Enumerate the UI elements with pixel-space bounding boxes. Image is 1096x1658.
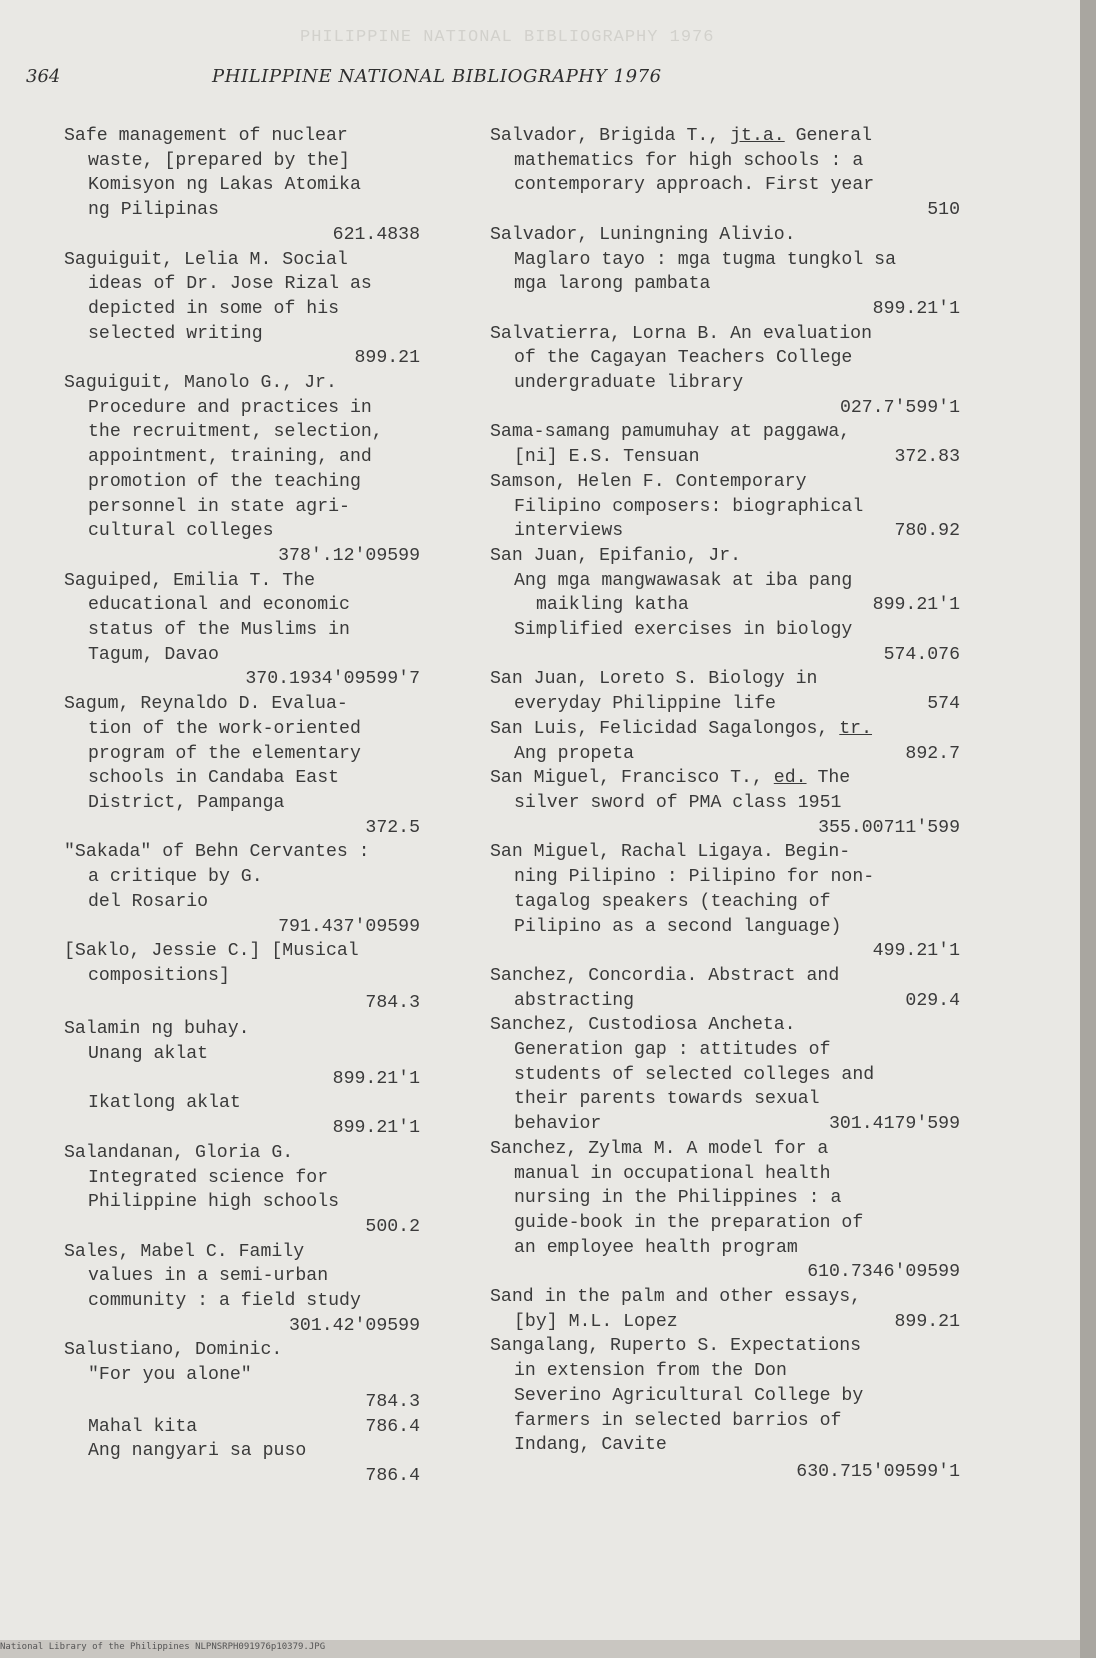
call-number: 372.83 <box>894 447 960 468</box>
entry-line: Sama-samang pamumuhay at paggawa, <box>490 422 851 443</box>
call-number: 899.21 <box>354 348 420 369</box>
entry-line: promotion of the teaching <box>88 471 361 492</box>
entry-line: "Sakada" of Behn Cervantes : <box>64 842 370 863</box>
entry <box>64 1017 420 1141</box>
call-number: 892.7 <box>905 743 960 764</box>
entry-line: ideas of Dr. Jose Rizal as <box>88 274 372 295</box>
scan-footer: National Library of the Philippines NLPNSRPH091976p10379.JPG <box>0 1642 326 1652</box>
entry <box>64 371 420 569</box>
entry-line: "For you alone" <box>88 1365 252 1386</box>
entry-line: Salustiano, Dominic. <box>64 1340 283 1361</box>
entry <box>490 322 960 421</box>
entry-line <box>64 1415 420 1440</box>
title-text: interviews <box>514 521 624 542</box>
entry-line: values in a semi-urban <box>88 1266 329 1287</box>
entry-line: San Miguel, Rachal Ligaya. Begin- <box>490 842 851 863</box>
call-number: 621.4838 <box>332 224 420 245</box>
title-text: everyday Philippine life <box>514 694 776 715</box>
entry-line: Sand in the palm and other essays, <box>490 1287 862 1308</box>
entry <box>64 1338 420 1488</box>
entry <box>490 470 960 544</box>
entry-line: Salvador, Luningning Alivio. <box>490 224 796 245</box>
call-number: 786.4 <box>365 1465 420 1486</box>
bleed-through-heading: PHILIPPINE NATIONAL BIBLIOGRAPHY 1976 <box>300 28 715 47</box>
entry <box>64 124 420 248</box>
entry-line <box>490 1310 960 1335</box>
entry-line: educational and economic <box>88 595 350 616</box>
entry-line: San Juan, Loreto S. Biology in <box>490 669 818 690</box>
call-number: 899.21'1 <box>872 595 960 616</box>
call-number: 378'.12'09599 <box>278 545 420 566</box>
call-number: 899.21 <box>894 1311 960 1332</box>
entry-line: depicted in some of his <box>88 298 340 319</box>
entry-line: Saguiguit, Lelia M. Social <box>64 249 348 270</box>
entry-line: their parents towards sexual <box>514 1089 820 1110</box>
entry-line: Salandanan, Gloria G. <box>64 1142 294 1163</box>
call-number: 301.4179'599 <box>829 1114 960 1135</box>
entry-line: status of the Muslims in <box>88 620 350 641</box>
entry-line: Maglaro tayo : mga tugma tungkol sa <box>514 249 896 270</box>
left-column <box>64 124 420 1489</box>
call-number: 499.21'1 <box>872 941 960 962</box>
call-number: 301.42'09599 <box>289 1315 420 1336</box>
entry-line <box>490 519 960 544</box>
title-text: abstracting <box>514 990 635 1011</box>
entry-line: Ang mga mangwawasak at iba pang <box>514 570 853 591</box>
entry-line: silver sword of PMA class 1951 <box>514 792 842 813</box>
page-header <box>26 66 1056 94</box>
entry <box>64 1141 420 1240</box>
entry-line: personnel in state agri- <box>88 496 350 517</box>
call-number: 630.715'09599'1 <box>796 1461 960 1482</box>
call-number: 899.21'1 <box>332 1068 420 1089</box>
entry-line: appointment, training, and <box>88 447 372 468</box>
entry-line <box>490 593 960 618</box>
call-number: 610.7346'09599 <box>807 1262 960 1283</box>
entry-line: San Juan, Epifanio, Jr. <box>490 545 742 566</box>
entry-line <box>490 989 960 1014</box>
title-text: maikling katha <box>536 595 689 616</box>
entry <box>64 939 420 1015</box>
entry <box>490 420 960 469</box>
entry <box>490 223 960 322</box>
entry <box>64 248 420 372</box>
entry-line: Integrated science for <box>88 1167 329 1188</box>
entry-line: Ikatlong aklat <box>88 1093 241 1114</box>
entry-line: Samson, Helen F. Contemporary <box>490 471 807 492</box>
entry <box>64 692 420 840</box>
entry-line: Sangalang, Ruperto S. Expectations <box>490 1336 862 1357</box>
entry <box>64 569 420 693</box>
title-text: Ang propeta <box>514 743 635 764</box>
call-number: 370.1934'09599'7 <box>245 669 420 690</box>
entry-line <box>490 445 960 470</box>
entry <box>490 544 960 668</box>
entry-line: community : a field study <box>88 1291 361 1312</box>
entry <box>490 124 960 223</box>
entry <box>490 964 960 1013</box>
call-number: 784.3 <box>365 1391 420 1412</box>
entry-line: tagalog speakers (teaching of <box>514 891 831 912</box>
entry <box>64 840 420 939</box>
entry-line: [Saklo, Jessie C.] [Musical <box>64 941 359 962</box>
call-number: 510 <box>927 200 960 221</box>
call-number: 355.00711'599 <box>818 817 960 838</box>
call-number: 574.076 <box>883 644 960 665</box>
entry-line: tion of the work-oriented <box>88 718 361 739</box>
entry-line: farmers in selected barrios of <box>514 1410 842 1431</box>
call-number: 372.5 <box>365 817 420 838</box>
entry <box>490 1334 960 1484</box>
entry <box>490 766 960 840</box>
entry <box>490 1285 960 1334</box>
entry-line <box>490 1112 960 1137</box>
entry-line <box>490 742 960 767</box>
title-text: behavior <box>514 1114 602 1135</box>
entry-line: the recruitment, selection, <box>88 422 383 443</box>
entry-line: a critique by G. <box>88 867 263 888</box>
page-title: PHILIPPINE NATIONAL BIBLIOGRAPHY 1976 <box>212 66 662 87</box>
entry-line: mga larong pambata <box>514 274 711 295</box>
call-number: 791.437'09599 <box>278 916 420 937</box>
page-number: 364 <box>26 66 61 87</box>
entry-line: manual in occupational health <box>514 1163 831 1184</box>
entry-line: ng Pilipinas <box>88 200 219 221</box>
entry-line: guide-book in the preparation of <box>514 1212 864 1233</box>
entry-line: San Miguel, Francisco T., ed. The <box>490 768 851 789</box>
entry <box>490 717 960 766</box>
title-text: [by] M.L. Lopez <box>514 1311 678 1332</box>
call-number: 899.21'1 <box>332 1118 420 1139</box>
entry-line: Salamin ng buhay. <box>64 1019 250 1040</box>
entry-line: Philippine high schools <box>88 1192 340 1213</box>
scan-edge <box>1080 0 1096 1658</box>
entry-line: Unang aklat <box>88 1044 209 1065</box>
entry-line: Saguiped, Emilia T. The <box>64 570 316 591</box>
entry-line: nursing in the Philippines : a <box>514 1188 842 1209</box>
entry-line: Sales, Mabel C. Family <box>64 1241 305 1262</box>
entry-line: Sanchez, Concordia. Abstract and <box>490 965 840 986</box>
call-number: 899.21'1 <box>872 298 960 319</box>
entry-line: District, Pampanga <box>88 792 285 813</box>
call-number: 500.2 <box>365 1216 420 1237</box>
entry-line: Saguiguit, Manolo G., Jr. <box>64 373 337 394</box>
call-number: 029.4 <box>905 990 960 1011</box>
entry-line: waste, [prepared by the] <box>88 150 350 171</box>
entry-line: selected writing <box>88 323 263 344</box>
call-number: 780.92 <box>894 521 960 542</box>
entry-line: schools in Candaba East <box>88 768 340 789</box>
entry-line: Sanchez, Zylma M. A model for a <box>490 1138 829 1159</box>
entry-line: mathematics for high schools : a <box>514 150 864 171</box>
entry <box>490 1013 960 1137</box>
entry-line: del Rosario <box>88 891 209 912</box>
entry-line: Safe management of nuclear <box>64 126 348 146</box>
call-number: 574 <box>927 694 960 715</box>
entry-line: contemporary approach. First year <box>514 175 875 196</box>
call-number: 786.4 <box>365 1416 420 1437</box>
entry-line: compositions] <box>88 965 230 986</box>
entry-line: Sagum, Reynaldo D. Evalua- <box>64 694 348 715</box>
entry-line: Tagum, Davao <box>88 644 219 665</box>
entry-line: Filipino composers: biographical <box>514 496 864 517</box>
entry-line: undergraduate library <box>514 373 744 394</box>
entry-line: Simplified exercises in biology <box>514 620 853 641</box>
entry <box>490 840 960 964</box>
entry-line: Severino Agricultural College by <box>514 1385 864 1406</box>
call-number: 784.3 <box>365 992 420 1013</box>
entry-line: ning Pilipino : Pilipino for non- <box>514 867 875 888</box>
entry-line: Generation gap : attitudes of <box>514 1040 831 1061</box>
call-number: 027.7'599'1 <box>839 397 960 418</box>
entry <box>64 1240 420 1339</box>
entry-line: Procedure and practices in <box>88 397 372 418</box>
entry-line: Indang, Cavite <box>514 1435 667 1456</box>
entry-line: Ang nangyari sa puso <box>88 1441 307 1462</box>
title-text: [ni] E.S. Tensuan <box>514 447 700 468</box>
entry-line: in extension from the Don <box>514 1361 787 1382</box>
right-column <box>490 124 960 1485</box>
entry-line: of the Cagayan Teachers College <box>514 348 853 369</box>
entry-line <box>490 692 960 717</box>
entry-line: program of the elementary <box>88 743 361 764</box>
entry-line: cultural colleges <box>88 521 274 542</box>
entry-line: Salvador, Brigida T., jt.a. General <box>490 126 873 146</box>
entry-line: an employee health program <box>514 1237 798 1258</box>
entry-line: Pilipino as a second language) <box>514 916 842 937</box>
entry <box>490 1137 960 1285</box>
entry-line: San Luis, Felicidad Sagalongos, tr. <box>490 718 873 739</box>
entry-line: Komisyon ng Lakas Atomika <box>88 175 361 196</box>
title-text: Mahal kita <box>88 1416 198 1437</box>
entry-line: Salvatierra, Lorna B. An evaluation <box>490 323 872 344</box>
entry <box>490 667 960 716</box>
entry-line: students of selected colleges and <box>514 1064 875 1085</box>
entry-line: Sanchez, Custodiosa Ancheta. <box>490 1015 796 1036</box>
